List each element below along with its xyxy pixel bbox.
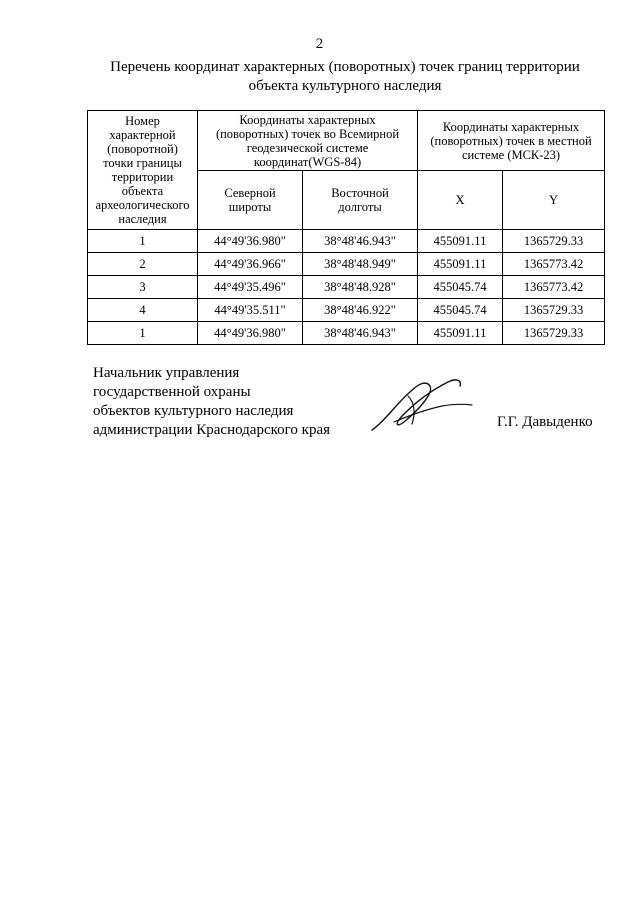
header-text: системе (МСК-23) xyxy=(461,147,561,162)
header-text: (поворотной) xyxy=(107,142,178,156)
cell-longitude: 38°48'48.928" xyxy=(303,276,418,299)
page-number: 2 xyxy=(315,36,324,52)
cell-point-number: 1 xyxy=(88,230,198,253)
cell-point-number: 1 xyxy=(88,322,198,345)
header-x: X xyxy=(418,171,503,230)
header-north-latitude xyxy=(198,171,303,230)
cell-longitude: 38°48'48.949" xyxy=(303,253,418,276)
cell-y: 1365729.33 xyxy=(503,322,605,345)
header-text: Номер xyxy=(125,114,160,128)
position-line: Начальник управления xyxy=(93,365,240,381)
cell-x: 455091.11 xyxy=(418,230,503,253)
cell-longitude: 38°48'46.943" xyxy=(303,230,418,253)
header-east-longitude xyxy=(303,171,418,230)
cell-latitude: 44°49'36.980" xyxy=(198,322,303,345)
header-point-number xyxy=(88,111,198,230)
header-text: геодезической системе xyxy=(246,140,369,155)
header-text: объекта xyxy=(121,184,164,198)
signer-name: Г.Г. Давыденко xyxy=(497,414,593,430)
header-text: широты xyxy=(228,200,272,214)
cell-longitude: 38°48'46.922" xyxy=(303,299,418,322)
table-row xyxy=(88,253,605,276)
position-line: государственной охраны xyxy=(93,384,251,400)
title-line-1: Перечень координат характерных (поворотных) точек границ территории xyxy=(110,59,580,75)
cell-latitude: 44°49'36.980" xyxy=(198,230,303,253)
title-line-2: объекта культурного наследия xyxy=(248,78,442,94)
table-row xyxy=(88,230,605,253)
header-text: наследия xyxy=(118,212,167,226)
header-text: долготы xyxy=(338,200,382,214)
coordinates-table xyxy=(87,110,605,345)
header-text: (поворотных) точек в местной xyxy=(430,133,592,148)
header-text: Координаты характерных xyxy=(239,112,376,127)
cell-longitude: 38°48'46.943" xyxy=(303,322,418,345)
table-row xyxy=(88,276,605,299)
cell-y: 1365729.33 xyxy=(503,299,605,322)
position-line: объектов культурного наследия xyxy=(93,403,294,419)
cell-x: 455091.11 xyxy=(418,253,503,276)
header-text: Координаты характерных xyxy=(442,119,580,134)
cell-x: 455045.74 xyxy=(418,276,503,299)
cell-y: 1365729.33 xyxy=(503,230,605,253)
cell-x: 455045.74 xyxy=(418,299,503,322)
header-text: характерной xyxy=(109,128,176,142)
cell-latitude: 44°49'35.496" xyxy=(198,276,303,299)
header-text: точки границы xyxy=(103,156,182,170)
cell-y: 1365773.42 xyxy=(503,253,605,276)
header-text: территории xyxy=(111,170,174,184)
header-text: (поворотных) точек во Всемирной xyxy=(215,126,400,141)
cell-point-number: 4 xyxy=(88,299,198,322)
header-y: Y xyxy=(503,171,605,230)
table-header-row xyxy=(88,111,605,171)
cell-x: 455091.11 xyxy=(418,322,503,345)
cell-y: 1365773.42 xyxy=(503,276,605,299)
header-wgs-group xyxy=(198,111,418,171)
handwritten-signature xyxy=(364,372,474,434)
position-line: администрации Краснодарского края xyxy=(93,422,331,438)
table-row xyxy=(88,322,605,345)
cell-point-number: 3 xyxy=(88,276,198,299)
cell-latitude: 44°49'36.966" xyxy=(198,253,303,276)
document-title xyxy=(95,58,595,96)
header-msk-group xyxy=(418,111,605,171)
cell-point-number: 2 xyxy=(88,253,198,276)
header-text: координат(WGS-84) xyxy=(253,154,362,169)
table-row xyxy=(88,299,605,322)
header-text: Восточной xyxy=(331,186,389,200)
header-text: археологического xyxy=(95,198,190,212)
header-text: Северной xyxy=(224,186,276,200)
cell-latitude: 44°49'35.511" xyxy=(198,299,303,322)
